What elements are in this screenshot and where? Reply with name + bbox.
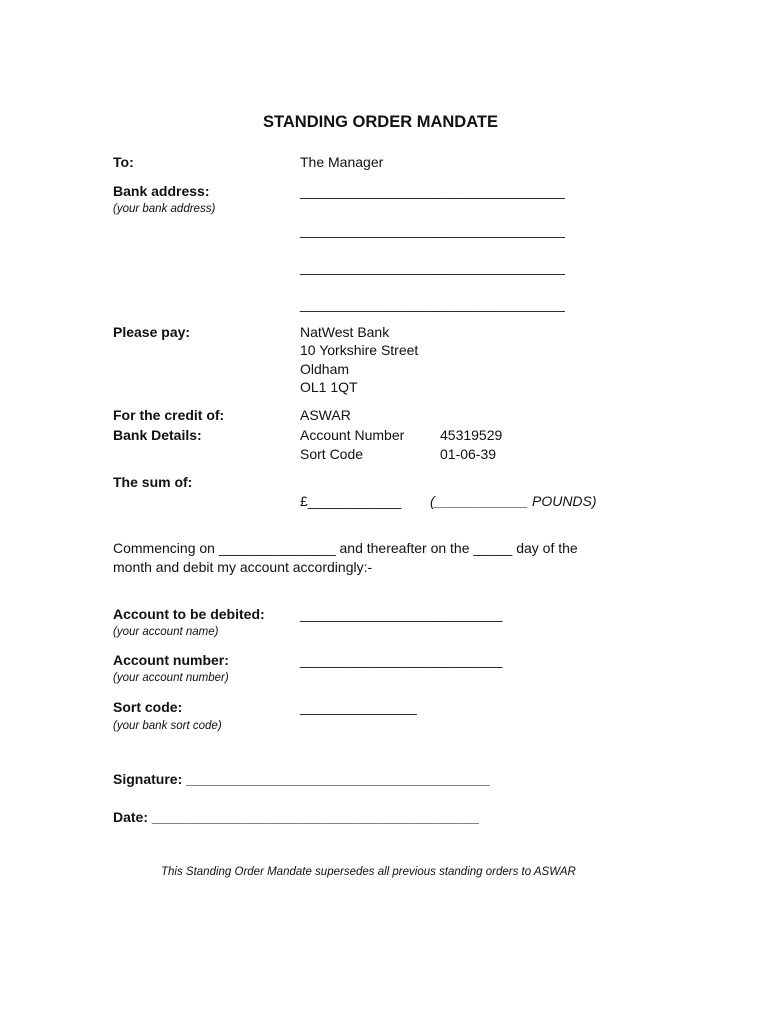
sort-code-label: Sort Code (300, 446, 364, 462)
account-number-entry-hint: (your account number) (113, 672, 229, 684)
bank-address-line-4[interactable]: __________________________________ (300, 296, 565, 312)
bank-address-label: Bank address: (113, 183, 210, 199)
footer-note: This Standing Order Mandate supersedes all previous standing orders to ASWAR (161, 866, 576, 878)
payee-street: 10 Yorkshire Street (300, 342, 419, 358)
credit-label: For the credit of: (113, 407, 225, 423)
bank-address-line-1[interactable]: __________________________________ (300, 183, 565, 199)
bank-address-line-2[interactable]: __________________________________ (300, 222, 565, 238)
payee-bank-name: NatWest Bank (300, 324, 390, 340)
sort-code-field[interactable]: _______________ (300, 699, 417, 715)
account-debited-label: Account to be debited: (113, 606, 265, 622)
account-number-value: 45319529 (440, 427, 503, 443)
bank-address-hint: (your bank address) (113, 203, 216, 215)
sum-words-field[interactable]: (____________ POUNDS) (430, 493, 597, 509)
sort-code-entry-hint: (your bank sort code) (113, 720, 222, 732)
bank-address-line-3[interactable]: __________________________________ (300, 259, 565, 275)
account-debited-field[interactable]: __________________________ (300, 606, 503, 622)
payee-town: Oldham (300, 361, 350, 377)
please-pay-label: Please pay: (113, 324, 191, 340)
credit-value: ASWAR (300, 407, 351, 423)
commencing-line-2: month and debit my account accordingly:- (113, 559, 373, 575)
commencing-line-1[interactable]: Commencing on _______________ and thereafter on the _____ day of the (113, 540, 578, 556)
sort-code-entry-label: Sort code: (113, 699, 183, 715)
date-field[interactable]: Date: __________________________________________ (113, 809, 479, 825)
account-debited-hint: (your account name) (113, 626, 219, 638)
page-title: STANDING ORDER MANDATE (263, 113, 498, 131)
account-number-label: Account Number (300, 427, 405, 443)
sum-label: The sum of: (113, 474, 193, 490)
payee-postcode: OL1 1QT (300, 379, 358, 395)
bank-details-label: Bank Details: (113, 427, 202, 443)
to-label: To: (113, 154, 134, 170)
to-value: The Manager (300, 154, 384, 170)
account-number-entry-label: Account number: (113, 652, 229, 668)
signature-field[interactable]: Signature: _______________________________________ (113, 771, 490, 787)
account-number-field[interactable]: __________________________ (300, 652, 503, 668)
sort-code-value: 01-06-39 (440, 446, 497, 462)
sum-amount-field[interactable]: £____________ (300, 493, 402, 509)
